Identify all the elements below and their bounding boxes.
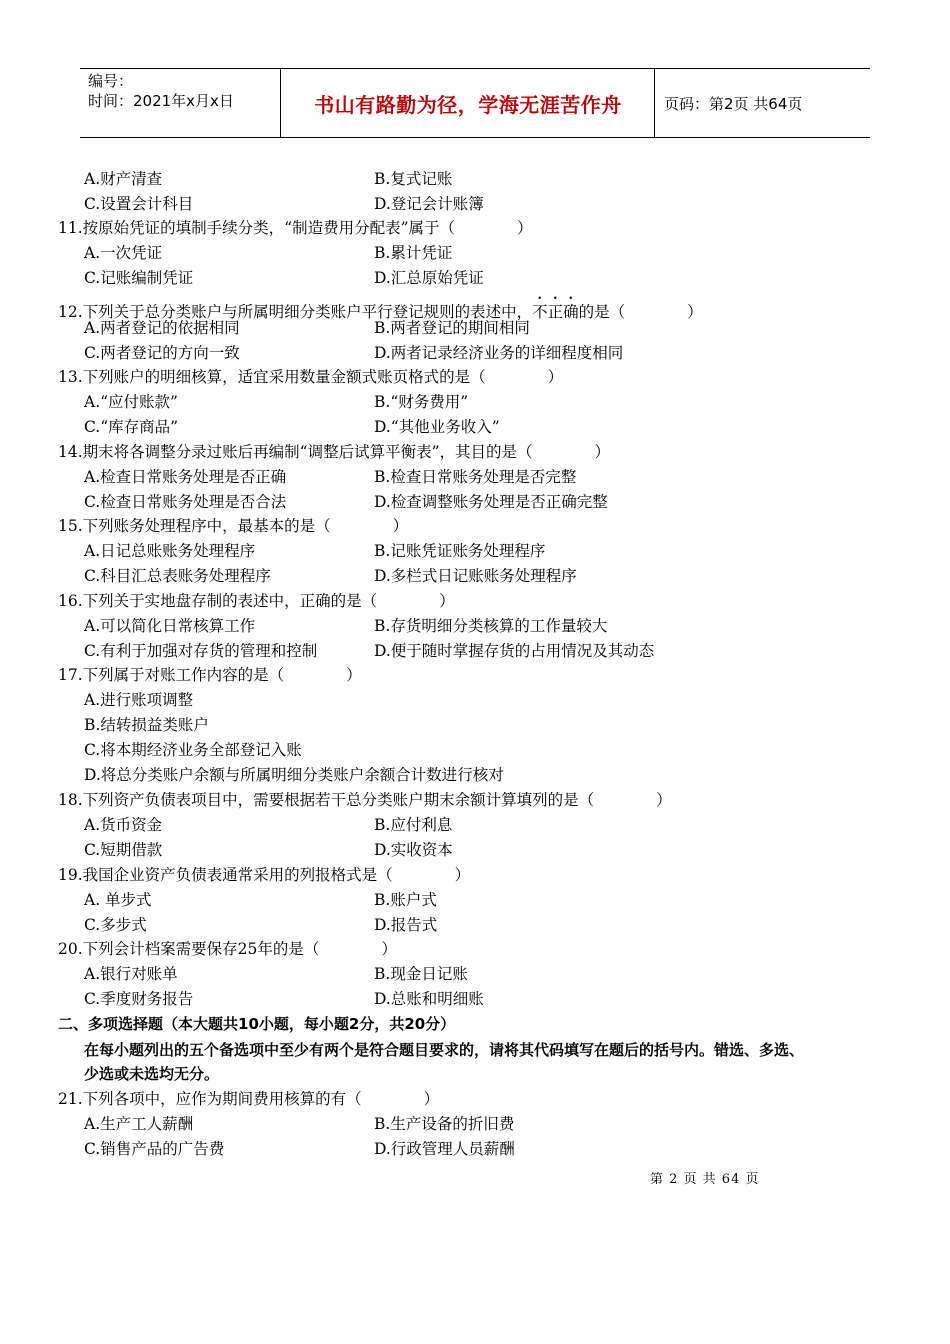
line-text: 19.我国企业资产负债表通常采用的列报格式是（ ） (58, 866, 471, 884)
line-text: A. 单步式 (84, 891, 152, 909)
header-motto: 书山有路勤为径，学海无涯苦作舟 (314, 92, 622, 117)
answer-option (374, 641, 654, 661)
answer-option (374, 1114, 514, 1134)
question-text (58, 665, 362, 685)
answer-option (374, 467, 576, 487)
line-text: B.现金日记账 (374, 965, 468, 983)
line-text: D.“其他业务收入” (374, 418, 500, 436)
line-text: A.一次凭证 (84, 244, 163, 262)
answer-option (374, 417, 500, 437)
line-text: 13.下列账户的明细核算，适宜采用数量金额式账页格式的是（ ） (58, 368, 564, 386)
answer-option (84, 890, 152, 910)
time-label: 时间：2021年x月x日 (88, 92, 234, 110)
answer-option (374, 566, 577, 586)
answer-option (84, 541, 255, 561)
answer-option (84, 765, 504, 785)
answer-option (84, 392, 178, 412)
line-text: A.两者登记的依据相同 (84, 319, 240, 337)
line-text: C.将本期经济业务全部登记入账 (84, 741, 302, 759)
line-text: 11.按原始凭证的填制手续分类，“制造费用分配表”属于（ ） (58, 219, 533, 237)
answer-option (374, 343, 623, 363)
line-text: 20.下列会计档案需要保存25年的是（ ） (58, 940, 397, 958)
section-heading (58, 1014, 455, 1034)
question-text (58, 367, 563, 387)
answer-option (84, 989, 193, 1009)
line-text: 少选或未选均无分。 (84, 1065, 220, 1083)
line-text: A.生产工人薪酬 (84, 1115, 194, 1133)
line-text: A.检查日常账务处理是否正确 (84, 468, 287, 486)
line-text: B.应付利息 (374, 816, 453, 834)
answer-option (374, 815, 452, 835)
header-table (80, 68, 870, 138)
line-text: C.设置会计科目 (84, 195, 194, 213)
line-text: A.货币资金 (84, 816, 163, 834)
line-text: D.将总分类账户余额与所属明细分类账户余额合计数进行核对 (84, 766, 504, 784)
line-text: D.汇总原始凭证 (374, 269, 484, 287)
line-text: A.日记总账账务处理程序 (84, 542, 256, 560)
question-text (58, 516, 408, 536)
answer-option (84, 467, 286, 487)
line-text-tail: 的是（ ） (578, 303, 703, 321)
question-text (58, 790, 672, 810)
answer-option (374, 541, 545, 561)
answer-option (374, 1139, 515, 1159)
answer-option (374, 194, 484, 214)
serial-label: 编号： (88, 72, 134, 90)
emphasized-text: 不正确 (532, 303, 579, 321)
line-text: 二、多项选择题（本大题共10小题，每小题2分，共20分） (58, 1015, 456, 1033)
line-text: A.进行账项调整 (84, 691, 194, 709)
line-text: 18.下列资产负债表项目中，需要根据若干总分类账户期末余额计算填列的是（ ） (58, 791, 672, 809)
line-text: 15.下列账务处理程序中，最基本的是（ ） (58, 517, 409, 535)
line-text: 在每小题列出的五个备选项中至少有两个是符合题目要求的，请将其代码填写在题后的括号内。错选、多选、 (84, 1041, 805, 1059)
answer-option (84, 641, 317, 661)
line-text: C.两者登记的方向一致 (84, 344, 240, 362)
question-text (58, 939, 397, 959)
header-page-number: 页码：第2页 共64页 (664, 95, 803, 113)
section-instructions (84, 1064, 219, 1084)
line-text: D.实收资本 (374, 841, 453, 859)
answer-option (84, 492, 286, 512)
header-divider (280, 69, 281, 137)
line-text: B.记账凭证账务处理程序 (374, 542, 546, 560)
line-text: D.多栏式日记账账务处理程序 (374, 567, 577, 585)
line-text: C.“库存商品” (84, 418, 179, 436)
question-text (58, 442, 610, 462)
answer-option (374, 492, 608, 512)
answer-option (374, 964, 468, 984)
answer-option (374, 392, 468, 412)
line-text: B.存货明细分类核算的工作量较大 (374, 617, 608, 635)
line-text: D.两者记录经济业务的详细程度相同 (374, 344, 624, 362)
header-divider (654, 69, 655, 137)
question-text (58, 591, 455, 611)
answer-option (84, 840, 162, 860)
answer-option (374, 169, 452, 189)
answer-option (84, 1114, 193, 1134)
header-left-cell (88, 71, 234, 111)
line-text: 21.下列各项中，应作为期间费用核算的有（ ） (58, 1090, 440, 1108)
line-text: 17.下列属于对账工作内容的是（ ） (58, 666, 362, 684)
answer-option (374, 989, 484, 1009)
line-text: A.财产清查 (84, 170, 163, 188)
line-text: A.银行对账单 (84, 965, 178, 983)
answer-option (84, 169, 162, 189)
answer-option (84, 616, 255, 636)
line-text: B.累计凭证 (374, 244, 453, 262)
answer-option (374, 840, 453, 860)
answer-option (84, 815, 162, 835)
line-text: D.行政管理人员薪酬 (374, 1140, 515, 1158)
line-text: B.“财务费用” (374, 393, 469, 411)
line-text: C.科目汇总表账务处理程序 (84, 567, 271, 585)
answer-option (84, 243, 162, 263)
section-instructions (84, 1040, 804, 1060)
answer-option (84, 690, 193, 710)
answer-option (84, 915, 147, 935)
answer-option (84, 964, 178, 984)
answer-option (84, 566, 271, 586)
answer-option (374, 915, 437, 935)
answer-option (374, 318, 530, 338)
line-text: D.报告式 (374, 916, 438, 934)
line-text: B.结转损益类账户 (84, 716, 209, 734)
answer-option (374, 268, 484, 288)
line-text: B.账户式 (374, 891, 437, 909)
question-text (58, 1089, 439, 1109)
answer-option (84, 318, 240, 338)
line-text: C.短期借款 (84, 841, 163, 859)
line-text: C.多步式 (84, 916, 147, 934)
line-text: C.有利于加强对存货的管理和控制 (84, 642, 318, 660)
line-text: D.检查调整账务处理是否正确完整 (374, 493, 608, 511)
line-text: C.销售产品的广告费 (84, 1140, 225, 1158)
page-footer: 第 2 页 共 64 页 (650, 1172, 760, 1187)
line-text: A.“应付账款” (84, 393, 178, 411)
question-text (58, 218, 533, 238)
line-text: 16.下列关于实地盘存制的表述中，正确的是（ ） (58, 592, 455, 610)
answer-option (374, 616, 607, 636)
answer-option (84, 715, 209, 735)
line-text: B.检查日常账务处理是否完整 (374, 468, 577, 486)
line-text: B.复式记账 (374, 170, 453, 188)
answer-option (374, 890, 437, 910)
line-text: C.记账编制凭证 (84, 269, 194, 287)
line-text: C.季度财务报告 (84, 990, 194, 1008)
answer-option (84, 417, 178, 437)
line-text: C.检查日常账务处理是否合法 (84, 493, 287, 511)
answer-option (84, 194, 193, 214)
line-text: D.总账和明细账 (374, 990, 484, 1008)
line-text: D.便于随时掌握存货的占用情况及其动态 (374, 642, 655, 660)
line-text: D.登记会计账簿 (374, 195, 484, 213)
answer-option (84, 268, 193, 288)
line-text: 14.期末将各调整分录过账后再编制“调整后试算平衡表”，其目的是（ ） (58, 443, 611, 461)
answer-option (84, 740, 302, 760)
answer-option (374, 243, 452, 263)
answer-option (84, 1139, 224, 1159)
question-text (58, 865, 470, 885)
line-text: A.可以简化日常核算工作 (84, 617, 256, 635)
line-text: B.生产设备的折旧费 (374, 1115, 515, 1133)
line-text: B.两者登记的期间相同 (374, 319, 530, 337)
line-text: 12.下列关于总分类账户与所属明细分类账户平行登记规则的表述中， (58, 303, 533, 321)
answer-option (84, 343, 240, 363)
